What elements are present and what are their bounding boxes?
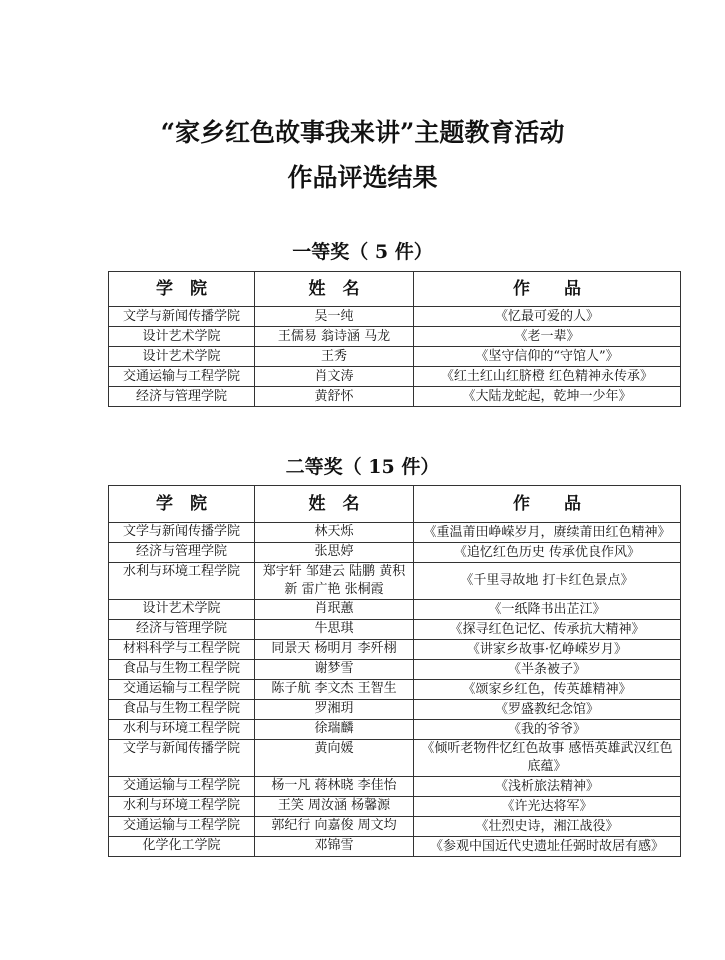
work-cell: 《壮烈史诗，湘江战役》: [414, 817, 681, 837]
first-prize-table: [108, 271, 681, 407]
name-cell: 王秀: [255, 347, 414, 367]
college-cell: 经济与管理学院: [109, 620, 255, 640]
work-cell: 《罗盛教纪念馆》: [414, 700, 681, 720]
name-cell: 罗湘玥: [255, 700, 414, 720]
table-row: [109, 837, 681, 857]
page-title: “家乡红色故事我来讲”主题教育活动: [160, 118, 565, 147]
name-cell: 邓锦雪: [255, 837, 414, 857]
work-cell: 《大陆龙蛇起，乾坤一少年》: [414, 387, 681, 407]
college-cell: 水利与环境工程学院: [109, 797, 255, 817]
second-prize-rows: [109, 523, 681, 857]
work-cell: 《讲家乡故事·忆峥嵘岁月》: [414, 640, 681, 660]
table-row: [109, 640, 681, 660]
work-cell: 《坚守信仰的“守馆人”》: [414, 347, 681, 367]
work-cell: 《参观中国近代史遗址任弼时故居有感》: [414, 837, 681, 857]
table-row: [109, 700, 681, 720]
work-cell: 《红土红山红脐橙 红色精神永传承》: [414, 367, 681, 387]
name-cell: 王笑 周汝涵 杨馨源: [255, 797, 414, 817]
name-cell: 林天烁: [255, 523, 414, 543]
table-row: [109, 327, 681, 347]
table-row: [109, 797, 681, 817]
college-column-header: 学 院: [109, 486, 255, 523]
name-cell: 牛思琪: [255, 620, 414, 640]
college-cell: 交通运输与工程学院: [109, 680, 255, 700]
work-cell: 《探寻红色记忆、传承抗大精神》: [414, 620, 681, 640]
college-cell: 化学化工学院: [109, 837, 255, 857]
table-row: [109, 600, 681, 620]
college-cell: 交通运输与工程学院: [109, 817, 255, 837]
work-column-header: 作 品: [414, 486, 681, 523]
college-cell: 经济与管理学院: [109, 543, 255, 563]
work-cell: 《千里寻故地 打卡红色景点》: [414, 563, 681, 600]
first-prize-heading: 一等奖（ 5 件）: [292, 241, 433, 263]
table-row: [109, 307, 681, 327]
name-cell: 吴一纯: [255, 307, 414, 327]
college-cell: 设计艺术学院: [109, 347, 255, 367]
table-row: [109, 543, 681, 563]
table-row: [109, 563, 681, 600]
work-cell: 《一纸降书出芷江》: [414, 600, 681, 620]
table-row: [109, 817, 681, 837]
table-row: [109, 620, 681, 640]
work-cell: 《浅析旅法精神》: [414, 777, 681, 797]
table-header-row: [109, 486, 681, 523]
work-cell: 《半条被子》: [414, 660, 681, 680]
college-cell: 食品与生物工程学院: [109, 700, 255, 720]
work-cell: 《颂家乡红色，传英雄精神》: [414, 680, 681, 700]
work-cell: 《忆最可爱的人》: [414, 307, 681, 327]
second-prize-heading: 二等奖（ 15 件）: [285, 456, 440, 478]
college-cell: 文学与新闻传播学院: [109, 740, 255, 777]
name-cell: 王儒易 翁诗涵 马龙: [255, 327, 414, 347]
name-cell: 肖文涛: [255, 367, 414, 387]
table-row: [109, 720, 681, 740]
name-cell: 徐瑞麟: [255, 720, 414, 740]
college-cell: 经济与管理学院: [109, 387, 255, 407]
college-cell: 文学与新闻传播学院: [109, 523, 255, 543]
name-cell: 郭纪行 向嘉俊 周文均: [255, 817, 414, 837]
second-prize-table: [108, 485, 681, 857]
table-row: [109, 387, 681, 407]
page-subtitle: 作品评选结果: [287, 163, 438, 192]
name-cell: 黄舒怀: [255, 387, 414, 407]
college-cell: 文学与新闻传播学院: [109, 307, 255, 327]
table-row: [109, 740, 681, 777]
name-cell: 杨一凡 蒋林晓 李佳怡: [255, 777, 414, 797]
work-cell: 《老一辈》: [414, 327, 681, 347]
college-cell: 设计艺术学院: [109, 327, 255, 347]
work-cell: 《追忆红色历史 传承优良作风》: [414, 543, 681, 563]
college-cell: 水利与环境工程学院: [109, 563, 255, 600]
work-column-header: 作 品: [414, 272, 681, 307]
college-cell: 设计艺术学院: [109, 600, 255, 620]
name-cell: 陈子航 李文杰 王智生: [255, 680, 414, 700]
table-header-row: [109, 272, 681, 307]
name-cell: 肖珉蕙: [255, 600, 414, 620]
college-cell: 食品与生物工程学院: [109, 660, 255, 680]
name-cell: 张思婷: [255, 543, 414, 563]
table-row: [109, 347, 681, 367]
college-cell: 交通运输与工程学院: [109, 777, 255, 797]
table-row: [109, 523, 681, 543]
college-column-header: 学 院: [109, 272, 255, 307]
table-row: [109, 680, 681, 700]
name-column-header: 姓 名: [255, 272, 414, 307]
table-row: [109, 777, 681, 797]
college-cell: 交通运输与工程学院: [109, 367, 255, 387]
work-cell: 《许光达将军》: [414, 797, 681, 817]
name-cell: 同景天 杨明月 李歼栩: [255, 640, 414, 660]
college-cell: 材料科学与工程学院: [109, 640, 255, 660]
name-cell: 黄向媛: [255, 740, 414, 777]
name-cell: 郑宇轩 邹建云 陆鹏 黄积新 雷广艳 张桐霞: [255, 563, 414, 600]
work-cell: 《重温莆田峥嵘岁月，赓续莆田红色精神》: [414, 523, 681, 543]
first-prize-rows: [109, 307, 681, 407]
work-cell: 《倾听老物件忆红色故事 感悟英雄武汉红色底蕴》: [414, 740, 681, 777]
table-row: [109, 367, 681, 387]
college-cell: 水利与环境工程学院: [109, 720, 255, 740]
name-cell: 谢梦雪: [255, 660, 414, 680]
name-column-header: 姓 名: [255, 486, 414, 523]
table-row: [109, 660, 681, 680]
work-cell: 《我的爷爷》: [414, 720, 681, 740]
